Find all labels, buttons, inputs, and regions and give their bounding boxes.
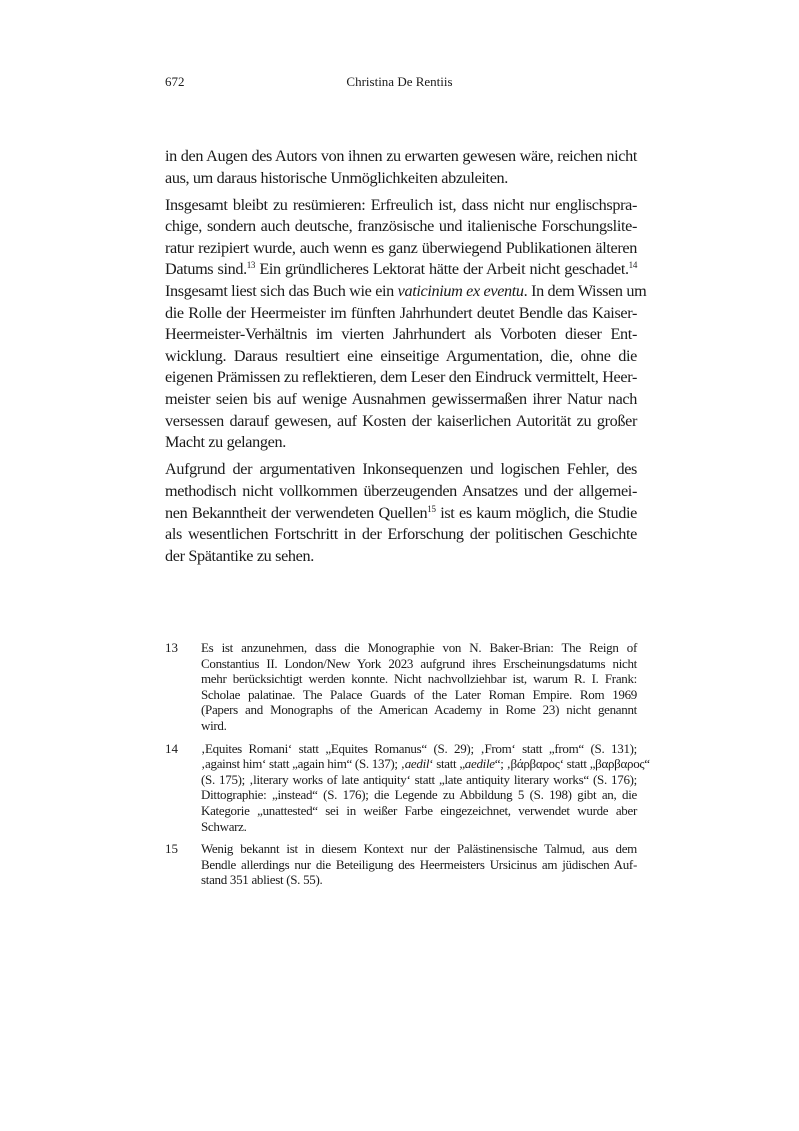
text-line: aus, um daraus historische Unmöglichkeiten abzuleiten.: [165, 168, 508, 187]
footnote-number: 13: [165, 640, 178, 655]
text-line: ‚Equites Romani‘ statt „Equites Romanus“ (S. 29); ‚From‘ statt „from“ (S. 131);: [201, 740, 637, 756]
running-head: Christina De Rentiis: [346, 74, 453, 89]
text-line: chige, sondern auch deutsche, französische und italienische Forschungslite-: [165, 217, 637, 236]
text-line: Heermeister-Verhältnis im vierten Jahrhundert als Vorboten dieser Ent-: [165, 325, 637, 344]
footnote: [165, 640, 637, 734]
text-line: als wesentlichen Fortschritt in der Erforschung der politischen Geschichte: [165, 525, 637, 544]
text-line: Constantius II. London/New York 2023 aufgrund ihres Erscheinungsdatums nicht: [201, 655, 637, 671]
text-line: meister seien bis auf wenige Ausnahmen gewissermaßen ihrer Natur nach: [165, 390, 637, 409]
text-line: (S. 175); ‚literary works of late antiquity‘ statt „late antiquity literary works“ (S. 176);: [201, 771, 637, 787]
text-line: Scholae palatinae. The Palace Guards of the Later Roman Empire. Rom 1969: [201, 686, 637, 702]
text-line: wird.: [201, 717, 227, 733]
text-line: Datums sind.$^{13}$ Ein gründlicheres Lektorat hätte der Arbeit nicht geschadet.$^{14}$: [165, 260, 637, 279]
text-line: in den Augen des Autors von ihnen zu erwarten gewesen wäre, reichen nicht: [165, 147, 637, 165]
footnote-reference[interactable]: 13: [246, 260, 256, 271]
italic-text: aedile: [464, 756, 495, 772]
italic-text: aedil: [404, 756, 430, 772]
footnotes: [165, 640, 650, 895]
text-line: Wenig bekannt ist in diesem Kontext nur der Palästinensische Talmud, aus dem: [201, 841, 637, 857]
footnote-reference[interactable]: 14: [628, 260, 637, 271]
footnote: [165, 841, 637, 888]
text-line: versessen darauf gewesen, auf Kosten der kaiserlichen Autorität zu großer: [165, 411, 637, 430]
text-line: Macht zu gelangen.: [165, 433, 286, 452]
text-line: Dittographie: „instead“ (S. 176); die Legende zu Abbildung 5 (S. 198) gibt an, die: [201, 787, 637, 803]
text-line: die Rolle der Heermeister im fünften Jahrhundert deutet Bendle das Kaiser-: [165, 303, 637, 322]
footnote-number: 14: [165, 740, 178, 756]
text-line: nen Bekanntheit der verwendeten Quellen$^{15}$ ist es kaum möglich, die Studie: [165, 503, 638, 522]
footnote-number: 15: [165, 841, 178, 857]
text-line: ‚against him‘ statt „again him“ (S. 137); ‚aedil‘ statt „aedile“; ‚βάρβαρος‘ statt „βαρβαρος“: [201, 756, 650, 772]
text-line: mehr berücksichtigt werden konnte. Nicht nachvollziehbar ist, warum R. I. Frank:: [201, 671, 637, 687]
footnote: [165, 740, 650, 835]
text-line: (Papers and Monographs of the American Academy in Rome 23) nicht genannt: [201, 702, 637, 718]
body-text: [165, 146, 647, 573]
text-line: Bendle allerdings nur die Beteiligung des Heermeisters Ursicinus am jüdischen Auf-: [201, 856, 637, 872]
text-line: Kategorie „unattested“ sei in weißer Farbe eingezeichnet, verwendet wurde aber: [201, 802, 637, 818]
text-line: ratur rezipiert wurde, auch wenn es ganz überwiegend Publikationen älteren: [165, 238, 637, 257]
text-line: Schwarz.: [201, 818, 247, 834]
paragraph: [165, 146, 637, 189]
paragraph: [165, 195, 647, 454]
text-line: eigenen Prämissen zu reflektieren, dem Leser den Eindruck vermittelt, Heer-: [165, 368, 637, 387]
text-line: wicklung. Daraus resultiert eine einseitige Argumentation, die, ohne die: [165, 346, 637, 365]
text-line: Es ist anzunehmen, dass die Monographie von N. Baker-Brian: The Reign of: [201, 640, 637, 655]
page-number: 672: [165, 74, 185, 89]
text-line: Aufgrund der argumentativen Inkonsequenzen und logischen Fehler, des: [165, 460, 637, 479]
text-line: Insgesamt liest sich das Buch wie ein vaticinium ex eventu. In dem Wissen um: [165, 282, 647, 301]
text-line: der Spätantike zu sehen.: [165, 546, 314, 565]
text-line: Insgesamt bleibt zu resümieren: Erfreulich ist, dass nicht nur englischspra-: [165, 195, 637, 214]
italic-text: vaticinium ex eventu: [397, 282, 524, 301]
footnote-reference[interactable]: 15: [427, 503, 436, 514]
paragraph: [165, 459, 637, 567]
text-line: methodisch nicht vollkommen überzeugenden Ansatzes und der allgemei-: [165, 481, 637, 500]
text-line: stand 351 abliest (S. 55).: [201, 872, 323, 888]
